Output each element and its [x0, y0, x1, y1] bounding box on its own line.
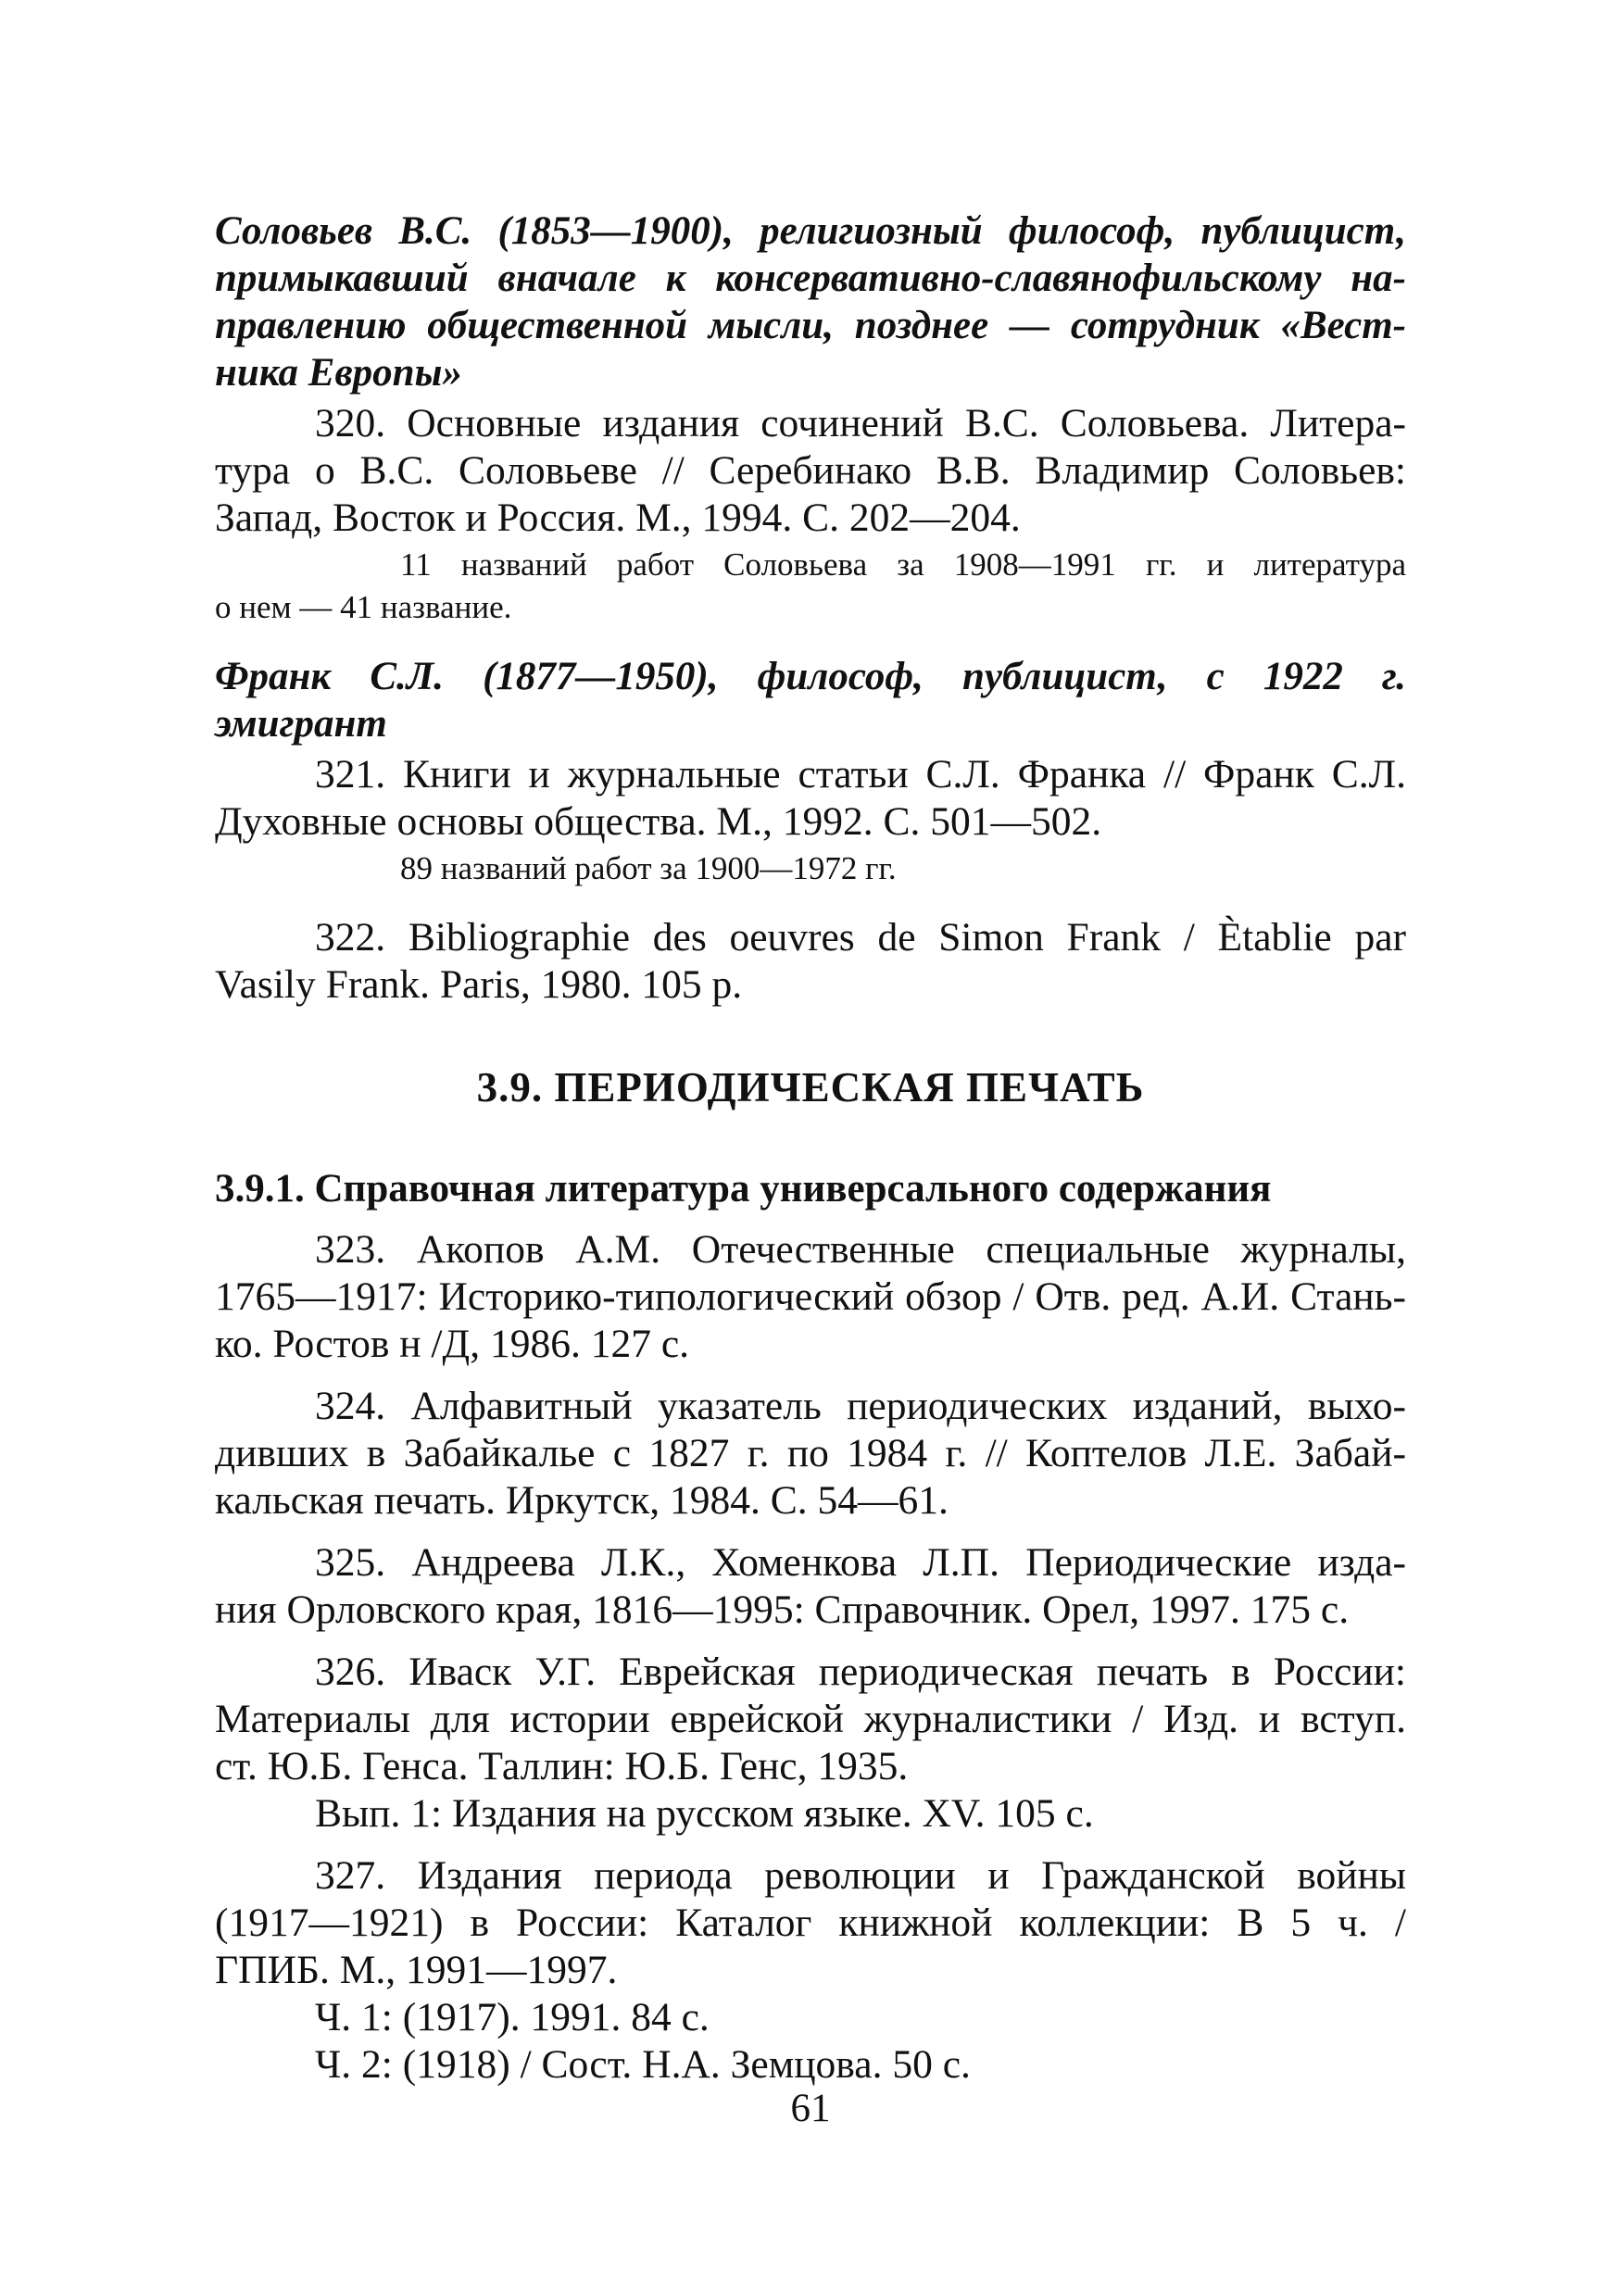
author-heading-soloviev: Соловьев В.С. (1853—1900), религиозный философ, публицист, примыкавший вначале к консервативно-славянофильскому на- правлению общественной мысли, позднее — сотрудник «Вест- ника Европы» — [215, 209, 1406, 395]
section-title: 3.9. ПЕРИОДИЧЕСКАЯ ПЕЧАТЬ — [476, 1064, 1145, 1110]
bibliography-entry-325: 325. Андреева Л.К., Хоменкова Л.П. Периодические изда- ния Орловского края, 1816—1995: Справочник. Орел, 1997. 175 с. — [215, 1540, 1406, 1632]
entry-327-part-2: Ч. 2: (1918) / Сост. Н.А. Земцова. 50 с. — [315, 2042, 971, 2087]
page-content — [215, 207, 1406, 2089]
bibliography-entry-326: 326. Иваск У.Г. Еврейская периодическая печать в России: Материалы для истории еврейской журналистики / Изд. и вступ. ст. Ю.Б. Генса. Таллин: Ю.Б. Генс, 1935. Вып. 1: Издания на русском языке. XV. 105 с. — [215, 1650, 1406, 1836]
bibliography-entry-322: 322. Bibliographie des oeuvres de Simon Frank / Ètablie par Vasily Frank. Paris, 1980. 105 p. — [215, 915, 1406, 1007]
entry-326-part: Вып. 1: Издания на русском языке. XV. 105 с. — [315, 1791, 1094, 1836]
entry-note-320: 11 названий работ Соловьева за 1908—1991 гг. и литература о нем — 41 название. — [215, 546, 1406, 625]
author-heading-frank: Франк С.Л. (1877—1950), философ, публицист, с 1922 г. эмигрант — [215, 655, 1406, 746]
bibliography-entry-320: 320. Основные издания сочинений В.С. Соловьева. Литера- тура о В.С. Соловьеве // Серебинако В.В. Владимир Соловьев: Запад, Восток и Россия. М., 1994. С. 202—204. — [215, 401, 1406, 540]
page-number: 61 — [790, 2087, 831, 2130]
entry-327-part-1: Ч. 1: (1917). 1991. 84 с. — [315, 1995, 710, 2039]
bibliography-entry-321: 321. Книги и журнальные статьи С.Л. Франка // Франк С.Л. Духовные основы общества. М., 1992. С. 501—502. — [215, 752, 1406, 844]
bibliography-entry-327: 327. Издания периода революции и Гражданской войны (1917—1921) в России: Каталог книжной коллекции: В 5 ч. / ГПИБ. М., 1991—1997. Ч. 1: (1917). 1991. 84 с. Ч. 2: (1918) / Сост. Н.А. Земцова. 50 с. — [215, 1853, 1406, 2087]
bibliography-entry-323: 323. Акопов А.М. Отечественные специальные журналы, 1765—1917: Историко-типологический обзор / Отв. ред. А.И. Стань- ко. Ростов н /Д, 1986. 127 с. — [215, 1227, 1406, 1366]
entry-note-321: 89 названий работ за 1900—1972 гг. — [400, 850, 897, 886]
subsection-title: 3.9.1. Справочная литература универсального содержания — [215, 1167, 1272, 1211]
bibliography-entry-324: 324. Алфавитный указатель периодических изданий, выхо- дивших в Забайкалье с 1827 г. по 1984 г. // Коптелов Л.Е. Забай- кальская печать. Иркутск, 1984. С. 54—61. — [215, 1384, 1406, 1523]
